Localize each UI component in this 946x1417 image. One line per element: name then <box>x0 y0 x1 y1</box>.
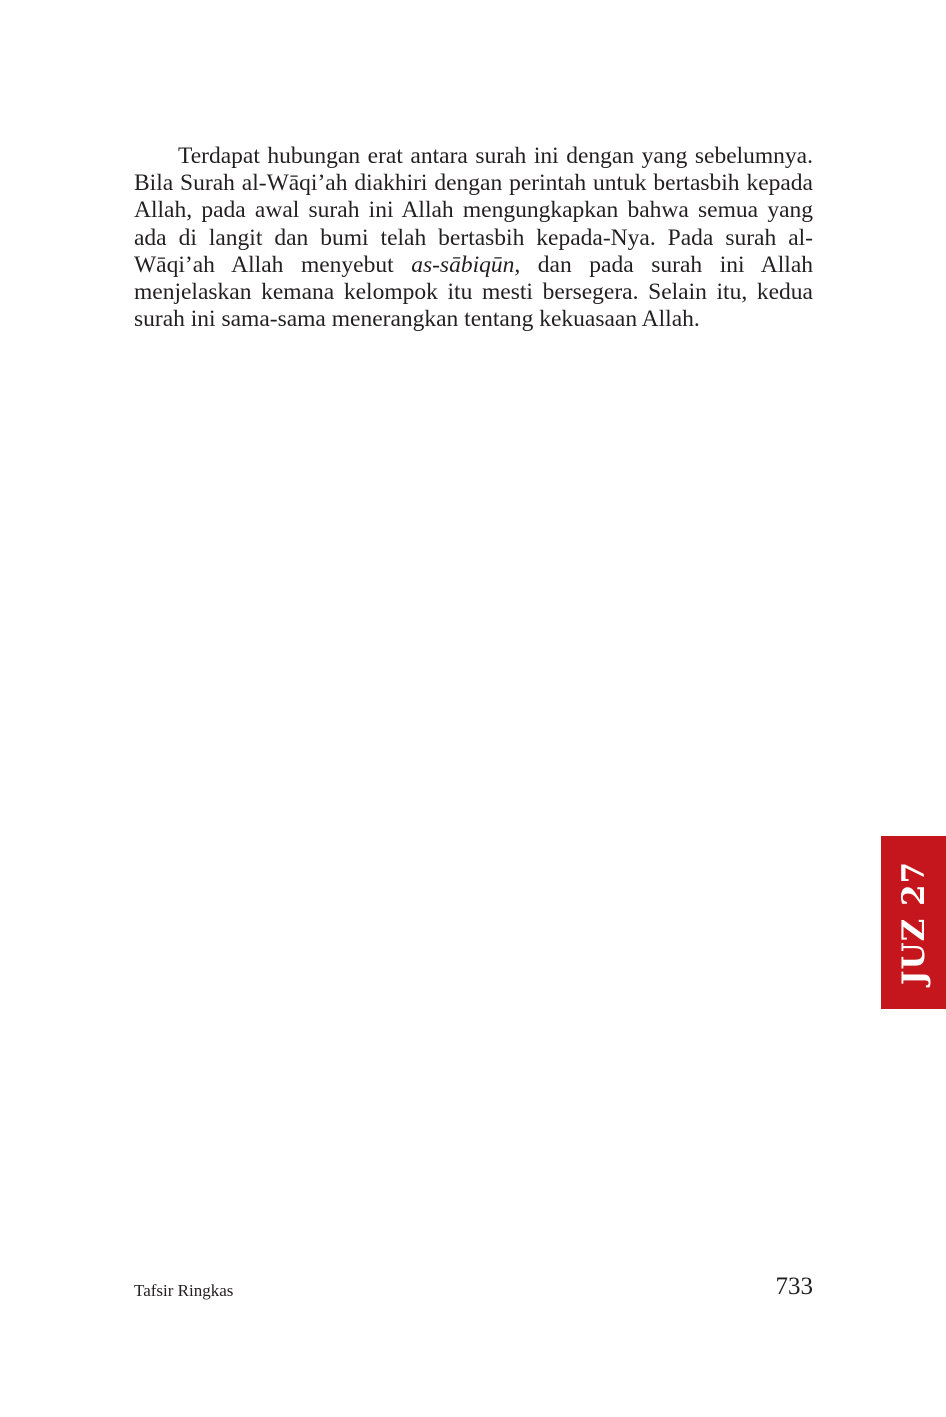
italic-term: as-sābiqūn, <box>411 251 521 278</box>
juz-thumb-tab <box>881 836 946 1009</box>
body-paragraph <box>134 143 813 333</box>
paragraph-text-part-1: Terdapat hubungan erat antara surah ini dengan yang sebelumnya. Bila Surah al-Wāqi’ah diakhiri dengan perintah untuk bertasbih kepada Allah, pada awal surah ini Allah mengungkapkan bahwa semua yang ada di langit dan bumi telah bertasbih kepada-Nya. Pada surah al-​Wāqi’ah Allah menyebut <box>134 143 813 278</box>
running-footer-title: Tafsir Ringkas <box>134 1281 234 1300</box>
juz-tab-label: JUZ 27 <box>895 860 932 985</box>
page-number: 733 <box>775 1273 813 1300</box>
paragraph-text-part-2: dan pada surah ini Allah menjelaskan kemana kelompok itu mesti bersegera. Selain itu, kedua surah ini sama-sama menerangkan tentang kekuasaan Allah. <box>134 251 813 333</box>
